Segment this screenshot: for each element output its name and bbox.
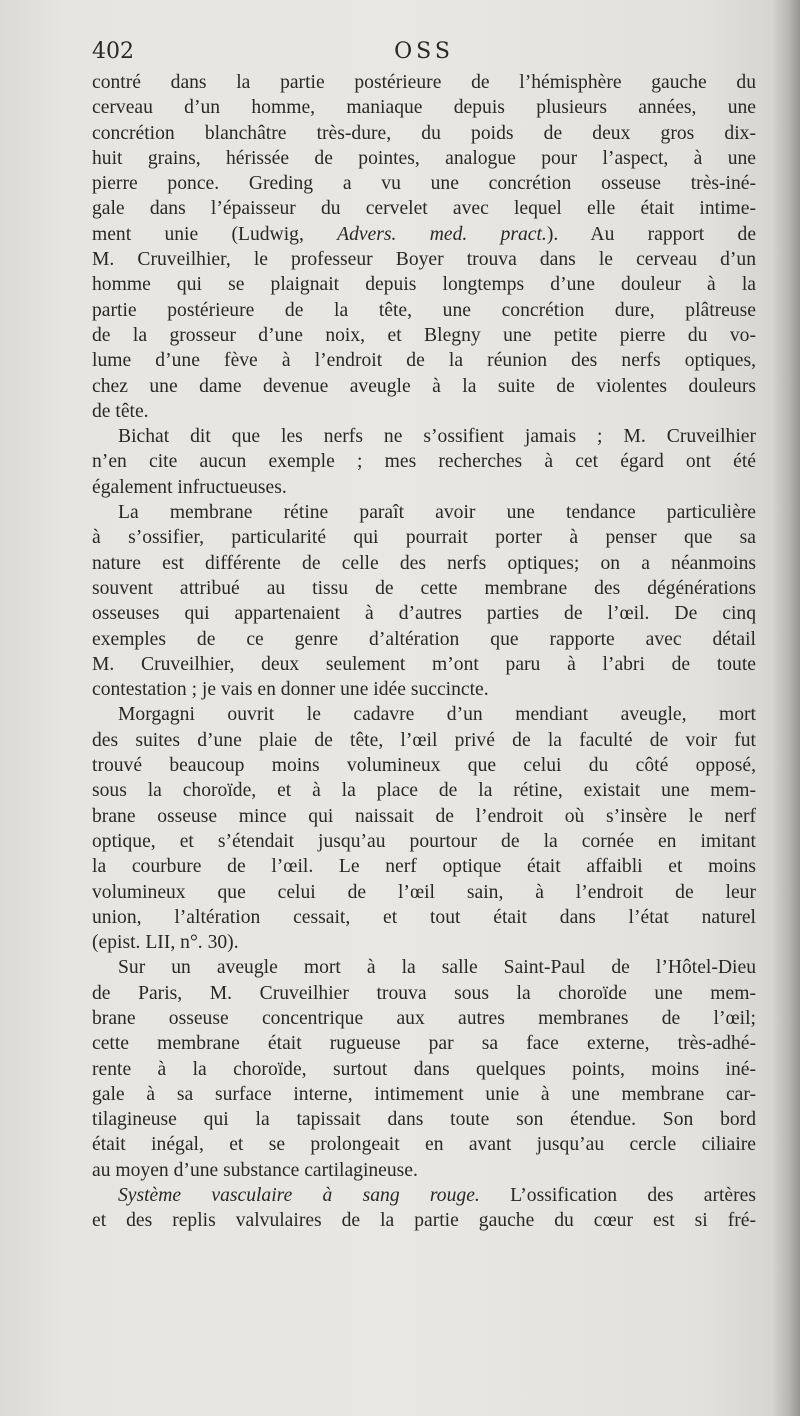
text-line <box>92 702 756 727</box>
text-line <box>92 778 756 803</box>
text-run-after: ). Au rapport de <box>546 223 756 245</box>
body-text <box>92 70 756 1234</box>
text-run: de la grosseur d’une noix, et Blegny une petite pierre du vo- <box>92 324 756 346</box>
text-run: tilagineuse qui la tapissait dans toute son étendue. Son bord <box>92 1109 756 1131</box>
text-run: huit grains, hérissée de pointes, analogue pour l’aspect, à une <box>92 147 756 169</box>
text-line <box>92 449 756 474</box>
text-run: des suites d’une plaie de tête, l’œil privé de la faculté de voir fut <box>92 729 756 751</box>
text-line <box>92 1031 756 1056</box>
text-line <box>92 1132 756 1157</box>
text-line <box>92 70 756 95</box>
text-line <box>92 601 756 626</box>
text-run: cerveau d’un homme, maniaque depuis plusieurs années, une <box>92 97 756 119</box>
text-run: sous la choroïde, et à la place de la rétine, existait une mem- <box>92 780 756 802</box>
text-run: rente à la choroïde, surtout dans quelques points, moins iné- <box>92 1058 756 1080</box>
text-run: au moyen d’une substance cartilagineuse. <box>92 1159 418 1181</box>
page-number: 402 <box>92 39 134 64</box>
text-line <box>92 1158 756 1183</box>
italic-run: Système vasculaire à sang rouge. <box>118 1185 480 1207</box>
text-line <box>92 475 756 500</box>
text-line <box>92 753 756 778</box>
text-line <box>92 1057 756 1082</box>
text-run: Bichat dit que les nerfs ne s’ossifient jamais ; M. Cruveilhier <box>118 426 756 448</box>
text-line <box>92 323 756 348</box>
text-run: de Paris, M. Cruveilhier trouva sous la choroïde une mem- <box>92 982 756 1004</box>
text-run: homme qui se plaignait depuis longtemps d’une douleur à la <box>92 274 756 296</box>
text-run: cette membrane était rugueuse par sa face externe, très-adhé- <box>92 1033 756 1055</box>
text-run: brane osseuse concentrique aux autres membranes de l’œil; <box>92 1007 756 1029</box>
text-run: souvent attribué au tissu de cette membrane des dégénérations <box>92 577 756 599</box>
text-line <box>92 576 756 601</box>
text-run: lume d’une fève à l’endroit de la réunion des nerfs optiques, <box>92 350 756 372</box>
text-line <box>92 1082 756 1107</box>
text-run: (epist. LII, n°. 30). <box>92 932 239 954</box>
text-line <box>92 399 756 424</box>
text-run: n’en cite aucun exemple ; mes recherches à cet égard ont été <box>92 451 756 473</box>
text-line <box>92 247 756 272</box>
text-line <box>92 121 756 146</box>
text-line <box>92 829 756 854</box>
text-run: contré dans la partie postérieure de l’hémisphère gauche du <box>92 72 756 93</box>
text-line <box>92 500 756 525</box>
text-run: ment unie (Ludwig, <box>92 223 338 245</box>
text-run: gale dans l’épaisseur du cervelet avec lequel elle était intime- <box>92 198 756 220</box>
text-line <box>92 1107 756 1132</box>
text-run: était inégal, et se prolongeait en avant jusqu’au cercle ciliaire <box>92 1134 756 1156</box>
text-run: La membrane rétine paraît avoir une tendance particulière <box>118 502 756 524</box>
text-line <box>92 374 756 399</box>
text-line <box>92 804 756 829</box>
text-line <box>92 677 756 702</box>
text-run: exemples de ce genre d’altération que rapporte avec détail <box>92 628 756 650</box>
running-head: OSS <box>394 39 454 64</box>
text-run: pierre ponce. Greding a vu une concrétion osseuse très-iné- <box>92 173 756 195</box>
text-line <box>92 222 756 247</box>
text-run: la courbure de l’œil. Le nerf optique était affaibli et moins <box>92 856 756 878</box>
text-line <box>92 348 756 373</box>
text-line <box>92 95 756 120</box>
text-run: partie postérieure de la tête, une concrétion dure, plâtreuse <box>92 299 756 321</box>
text-line <box>92 298 756 323</box>
text-run: contestation ; je vais en donner une idée succincte. <box>92 679 489 701</box>
text-line <box>92 424 756 449</box>
text-line <box>92 146 756 171</box>
text-run: M. Cruveilhier, deux seulement m’ont paru à l’abri de toute <box>92 653 756 675</box>
text-line <box>92 1006 756 1031</box>
text-run: volumineux que celui de l’œil sain, à l’endroit de leur <box>92 881 756 903</box>
text-line <box>92 880 756 905</box>
text-line <box>92 1208 756 1233</box>
text-line <box>92 525 756 550</box>
text-run: Morgagni ouvrit le cadavre d’un mendiant aveugle, mort <box>118 704 756 726</box>
text-line <box>92 955 756 980</box>
text-line <box>92 728 756 753</box>
text-run: trouvé beaucoup moins volumineux que celui du côté opposé, <box>92 755 756 777</box>
text-line <box>92 272 756 297</box>
text-run-after: L’ossification des artères <box>479 1185 756 1207</box>
text-run: également infructueuses. <box>92 476 287 498</box>
italic-run: Advers. med. pract. <box>337 223 547 245</box>
page-edge-shadow <box>772 0 800 1416</box>
text-line <box>92 981 756 1006</box>
text-run: osseuses qui appartenaient à d’autres parties de l’œil. De cinq <box>92 603 756 625</box>
text-line <box>92 627 756 652</box>
text-run: M. Cruveilhier, le professeur Boyer trouva dans le cerveau d’un <box>92 249 756 271</box>
text-run: union, l’altération cessait, et tout était dans l’état naturel <box>92 906 756 928</box>
text-line <box>92 930 756 955</box>
text-run: de tête. <box>92 400 149 422</box>
text-run: gale à sa surface interne, intimement unie à une membrane car- <box>92 1083 756 1105</box>
text-run: et des replis valvulaires de la partie gauche du cœur est si fré- <box>92 1210 756 1232</box>
text-run: nature est différente de celle des nerfs optiques; on a néanmoins <box>92 552 756 574</box>
page-header <box>92 34 756 70</box>
text-line <box>92 196 756 221</box>
text-line <box>92 652 756 677</box>
text-line <box>92 1183 756 1208</box>
text-line <box>92 854 756 879</box>
text-run: optique, et s’étendait jusqu’au pourtour de la cornée en imitant <box>92 830 756 852</box>
text-run: chez une dame devenue aveugle à la suite de violentes douleurs <box>92 375 756 397</box>
text-run: à s’ossifier, particularité qui pourrait porter à penser que sa <box>92 527 756 549</box>
text-line <box>92 551 756 576</box>
text-line <box>92 905 756 930</box>
text-run: concrétion blanchâtre très-dure, du poids de deux gros dix- <box>92 122 756 144</box>
text-run: brane osseuse mince qui naissait de l’endroit où s’insère le nerf <box>92 805 756 827</box>
text-line <box>92 171 756 196</box>
text-run: Sur un aveugle mort à la salle Saint-Paul de l’Hôtel-Dieu <box>118 957 756 979</box>
